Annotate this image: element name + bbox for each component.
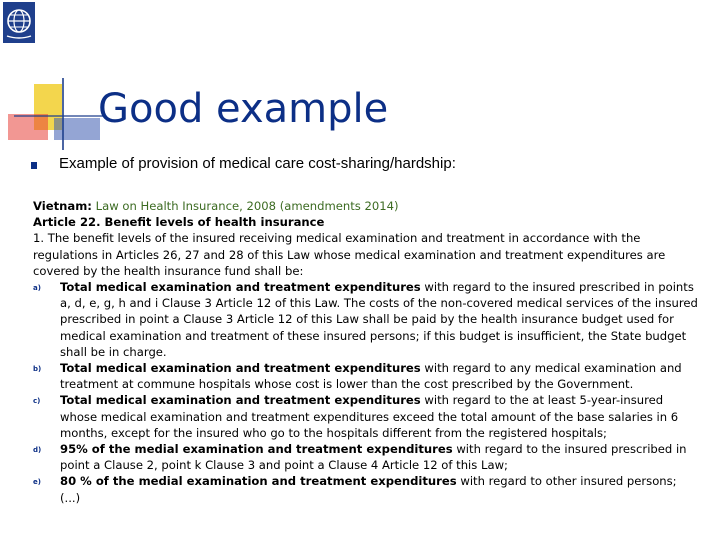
list-item-text: with regard to any medical examination and treatment at commune hospitals whose cost is lower than the cost prescribed by the Government. [60,361,682,392]
document-body [33,198,698,506]
list-item-text: with regard to other insured persons; (...) [60,474,677,505]
list-item-label: a) [33,284,41,293]
decorative-corner [0,0,110,160]
list-item-label: b) [33,365,42,374]
list-item [33,279,698,360]
list-item-bold: 95% of the medial examination and treatment expenditures [60,442,453,457]
list-item-label: d) [33,446,42,455]
intro-bullet-text: Example of provision of medical care cost-sharing/hardship: [59,155,456,172]
list-item-text: with regard to the insured prescribed in points a, d, e, g, h and i Clause 3 Article 12 of this Law. The costs of the non-covered medical services of the insured prescribed in point a Clause 3 Article 12 of this Law shall be paid by the health insurance budget used for medical examination and treatment of these insured persons; if this budget is insufficient, the State budget shall be in charge. [60,280,698,359]
benefit-list [33,279,698,506]
list-item-label: c) [33,397,41,406]
country-label: Vietnam: [33,199,92,213]
list-item [33,392,698,441]
list-item [33,360,698,392]
page-title: Good example [98,86,389,132]
list-item-bold: Total medical examination and treatment expenditures [60,361,421,376]
list-item-bold: 80 % of the medial examination and treatment expenditures [60,474,457,489]
list-item [33,473,698,505]
bullet-square-icon [31,162,37,169]
article-paragraph: 1. The benefit levels of the insured receiving medical examination and treatment in accordance with the regulations in Articles 26, 27 and 28 of this Law whose medical examination and treatment expenditures are covered by the health insurance fund shall be: [33,231,666,278]
list-item-label: e) [33,478,41,487]
article-heading: Article 22. Benefit levels of health insurance [33,215,325,230]
list-item-bold: Total medical examination and treatment expenditures [60,280,421,295]
list-item [33,441,698,473]
law-title-link[interactable]: Law on Health Insurance, 2008 (amendments 2014) [95,199,399,213]
list-item-text: with regard to the insured prescribed in point a Clause 2, point k Clause 3 and point a Clause 4 Article 12 of this Law; [60,442,687,473]
law-heading [33,198,698,214]
list-item-bold: Total medical examination and treatment expenditures [60,393,421,408]
list-item-text: with regard to the at least 5-year-insured whose medical examination and treatment expenditures exceed the total amount of the base salaries in 6 months, except for the insured who go to the hospitals different from the registered hospitals; [60,393,679,440]
